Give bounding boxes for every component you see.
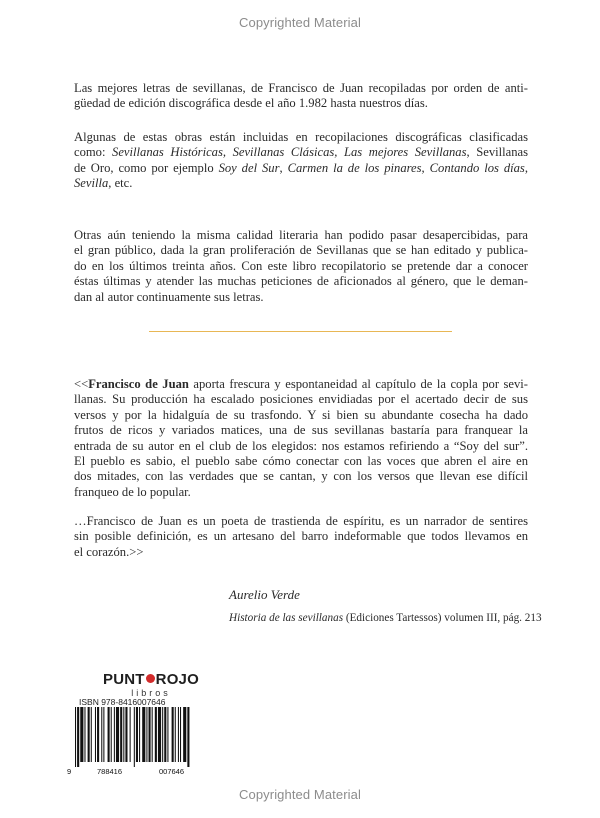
isbn-barcode: [67, 707, 215, 777]
text-line: [74, 161, 528, 176]
barcode-bar: [149, 707, 151, 762]
quote-author: Aurelio Verde: [229, 587, 300, 602]
intro-paragraph-2: [74, 130, 528, 192]
copyright-watermark-bottom: Copyrighted Material: [239, 787, 361, 802]
barcode-bar: [134, 707, 135, 767]
text-line: éstas últimas y atender las muchas peticiones de aficionados al género, que le deman-: [74, 274, 528, 289]
text-line: Otras aún teniendo la misma calidad literaria han podido pasar desapercibidas, para: [74, 228, 528, 242]
text-line: franqueo de lo popular.: [74, 484, 191, 499]
quote-source: [229, 612, 542, 624]
barcode-bar: [164, 707, 166, 762]
text-line: el gran público, dada la gran proliferación de Sevillanas que se han editado y publica-: [74, 243, 528, 258]
text-line: El pueblo es sabio, el pueblo sabe cómo conectar con las voces que abren el aire en: [74, 454, 528, 469]
text-line: llanas. Su producción ha escalado posiciones envidiadas por el acertado decir de sus: [74, 392, 528, 407]
text-line: [74, 176, 528, 191]
barcode-bar: [158, 707, 161, 762]
barcode-bar: [155, 707, 157, 762]
italic-titles: Carmen la de los pinares, Contando los días: [287, 160, 525, 175]
text-span: , etc.: [108, 176, 133, 191]
publisher-logo-subtitle: libros: [131, 688, 171, 698]
barcode-bar: [139, 707, 140, 762]
text-span: aporta frescura y espontaneidad al capítulo de la copla por sevi-: [188, 377, 528, 391]
barcode-digits-left: 788416: [97, 767, 123, 776]
text-line: frutos de ricos y variados matices, una de sus sevillanas bastaría para franquear la: [74, 423, 528, 438]
italic-title: Soy del Sur: [218, 160, 280, 175]
barcode-bar: [125, 707, 127, 762]
text-line: güedad de edición discográfica desde el año 1.982 hasta nuestros días.: [74, 96, 428, 111]
barcode-bar: [172, 707, 174, 762]
text-line: Las mejores letras de sevillanas, de Francisco de Juan recopiladas por orden de anti-: [74, 81, 528, 95]
intro-paragraph-1: [74, 81, 528, 112]
barcode-bar: [75, 707, 76, 767]
barcode-bar: [101, 707, 102, 762]
text-span: ,: [524, 160, 528, 175]
barcode-bar: [187, 707, 189, 767]
barcode-bar: [116, 707, 119, 762]
barcode-bar: [97, 707, 99, 762]
barcode-digit-prefix: 9: [67, 767, 72, 776]
barcode-bar: [80, 707, 83, 762]
barcode-bar: [95, 707, 96, 762]
source-details: (Ediciones Tartessos) volumen III, pág. 213: [343, 612, 542, 624]
barcode-bar: [175, 707, 176, 762]
quoted-author-name: Francisco de Juan: [88, 377, 189, 391]
barcode-bar: [103, 707, 104, 762]
text-line: dan al autor continuamente sus letras.: [74, 289, 264, 304]
text-line: entrada de su autor en el club de los elegidos: nos estamos refiriendo a “Soy del sur”.: [74, 438, 528, 453]
text-span: de Oro, como por ejemplo: [74, 160, 219, 175]
barcode-bar: [120, 707, 122, 762]
barcode-bar: [152, 707, 153, 762]
text-span: , Sevillanas: [466, 145, 528, 160]
quote-open-mark: <<: [74, 377, 89, 391]
barcode-bar: [130, 707, 131, 762]
text-span: ,: [279, 160, 288, 175]
quote-paragraph-1: [74, 377, 528, 500]
barcode-digits-right: 007646: [159, 767, 185, 776]
publisher-logo: [91, 672, 211, 698]
text-line: [74, 377, 528, 392]
italic-title: Sevilla: [74, 176, 109, 191]
logo-text-b: ROJO: [155, 671, 199, 688]
barcode-bar: [180, 707, 181, 762]
text-line: [74, 145, 528, 160]
barcode-bar: [84, 707, 85, 762]
barcode-bar: [111, 707, 112, 762]
barcode-bars: [75, 707, 189, 767]
barcode-bar: [108, 707, 110, 762]
barcode-bar: [136, 707, 138, 762]
text-line: …Francisco de Juan es un poeta de trastienda de espíritu, es un narrador de sentires: [74, 514, 528, 528]
barcode-bar: [88, 707, 90, 762]
barcode-bar: [91, 707, 92, 762]
text-line: el corazón.>>: [74, 544, 144, 559]
logo-text-a: PUNT: [103, 671, 145, 688]
text-line: do en los últimos treinta años. Con este libro recopilatorio se pretende dar a conocer: [74, 258, 528, 273]
italic-titles: Sevillanas Históricas, Sevillanas Clásicas, Las mejores Sevillanas: [112, 145, 467, 160]
isbn-label: ISBN 978-8416007646: [79, 697, 166, 707]
text-line: dos mitades, con las verdades que se cantan, y con los versos que llevan ese difícil: [74, 469, 528, 484]
barcode-bar: [77, 707, 79, 767]
text-line: versos y por la hidalguía de su trasfondo. Y si bien su abundante cosecha ha dado: [74, 407, 528, 422]
section-divider: [149, 331, 452, 332]
quote-paragraph-2: [74, 514, 528, 560]
publisher-logo-wordmark: [91, 672, 211, 688]
text-line: Algunas de estas obras están incluidas en recopilaciones discográficas clasificadas: [74, 130, 528, 144]
barcode-bar: [114, 707, 115, 762]
barcode-bar: [142, 707, 145, 762]
barcode-bar: [162, 707, 163, 762]
barcode-bar: [123, 707, 124, 762]
barcode-bar: [183, 707, 186, 762]
intro-paragraph-3: [74, 228, 528, 305]
barcode-bar: [178, 707, 179, 762]
text-span: como:: [74, 145, 113, 160]
source-title: Historia de las sevillanas: [229, 612, 344, 624]
copyright-watermark-top: Copyrighted Material: [239, 15, 361, 30]
text-line: sin posible definición, es un artesano del barro indeformable que todos llevamos en: [74, 529, 528, 544]
red-dot-icon: [146, 674, 155, 683]
barcode-bar: [146, 707, 147, 762]
barcode-bar: [167, 707, 168, 762]
